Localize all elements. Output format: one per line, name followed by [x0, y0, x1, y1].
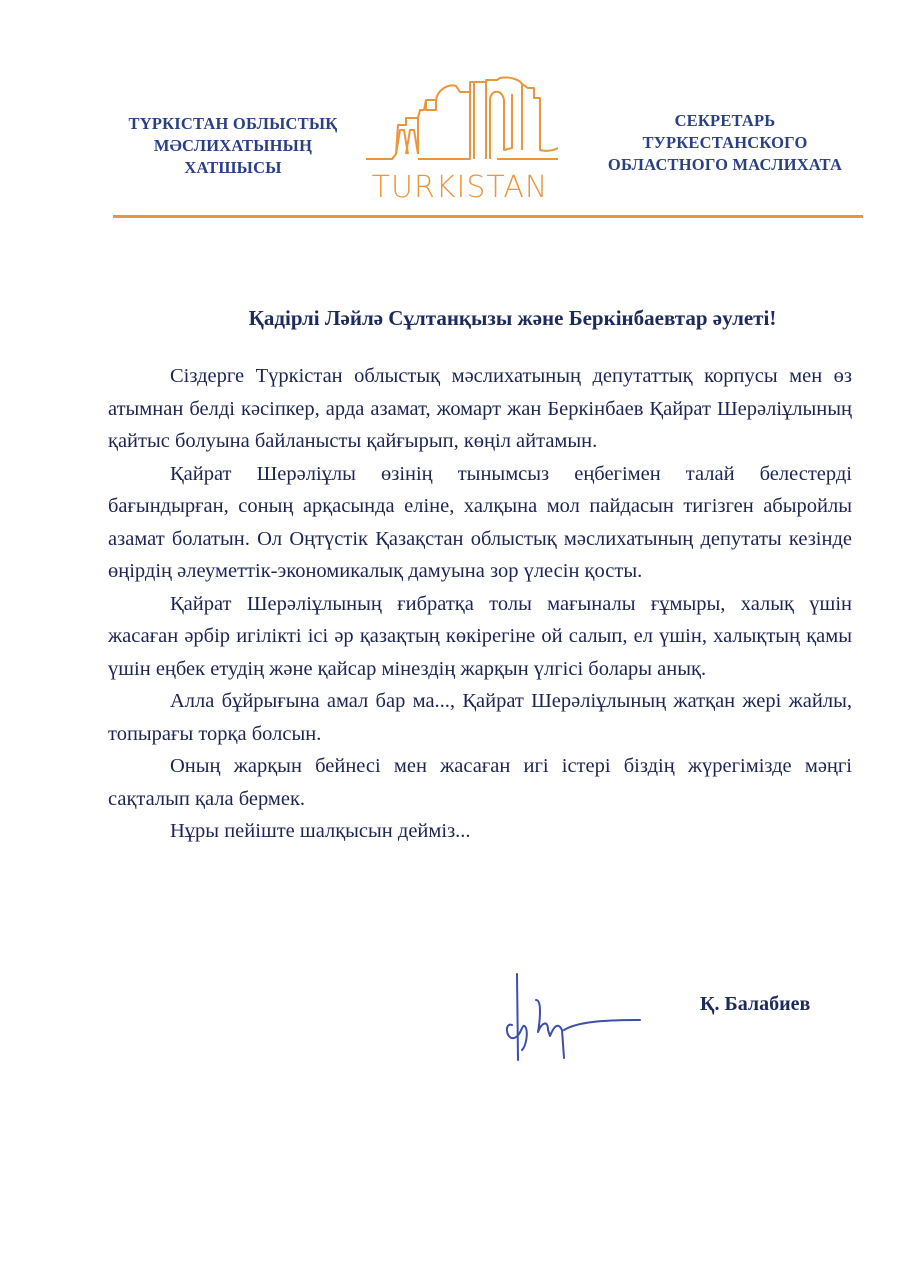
letter-paragraph: Сіздерге Түркістан облыстық мәслихатының депутаттық корпусы мен өз атымнан белді кәсіпкер, арда азамат, жомарт жан Беркінбаев Қайрат Шерәліұлының қайтыс болуына байланысты қайғырып, көңіл айтамын.: [108, 365, 852, 452]
handwritten-signature: [492, 970, 642, 1065]
header-divider: [113, 215, 863, 218]
header-right-line: СЕКРЕТАРЬ: [674, 111, 776, 130]
signer-name: Қ. Балабиев: [700, 993, 811, 1015]
turkistan-logo: [362, 70, 558, 205]
letter-body: [108, 360, 852, 848]
letter-paragraph: Қайрат Шерәліұлының ғибратқа толы мағыналы ғұмыры, халық үшін жасаған әрбір игілікті ісі әр қазақтың көкірегіне ой салып, ел үшін, халықтың қамы үшін еңбек етудің және қайсар мінездің жарқын үлгісі болары анық.: [108, 592, 852, 680]
letter-paragraph: Оның жарқын бейнесі мен жасаған игі істері біздің жүрегімізде мәңгі сақталып қала бермек.: [108, 755, 852, 810]
header-left-line: МӘСЛИХАТЫНЫҢ: [153, 136, 313, 155]
letter-greeting: Қадірлі Ләйлә Сұлтанқызы және Беркінбаевтар әулеті!: [248, 306, 777, 330]
header-right-line: ТУРКЕСТАНСКОГО: [642, 133, 808, 152]
letter-paragraph: Нұры пейіште шалқысын дейміз...: [170, 820, 471, 842]
header-right-line: ОБЛАСТНОГО МАСЛИХАТА: [607, 155, 843, 174]
letter-paragraph: Алла бұйрығына амал бар ма..., Қайрат Шерәліұлының жатқан жері жайлы, топырағы торқа болсын.: [108, 690, 852, 745]
letter-paragraph: Қайрат Шерәліұлы өзінің тынымсыз еңбегімен талай белестерді бағындырған, соның арқасында еліне, халқына мол пайдасын тигізген абыройлы азамат болатын. Ол Оңтүстік Қазақстан облыстық мәслихатының депутаты кезінде өңірдің әлеуметтік-экономикалық дамуына зор үлесін қосты.: [108, 462, 852, 582]
header-left-line: ХАТШЫСЫ: [184, 158, 282, 177]
logo-wordmark: TURKISTAN: [371, 170, 549, 205]
header-left-line: ТҮРКІСТАН ОБЛЫСТЫҚ: [128, 114, 338, 133]
header-right-title: [580, 110, 870, 176]
header-left-title: [108, 113, 358, 179]
